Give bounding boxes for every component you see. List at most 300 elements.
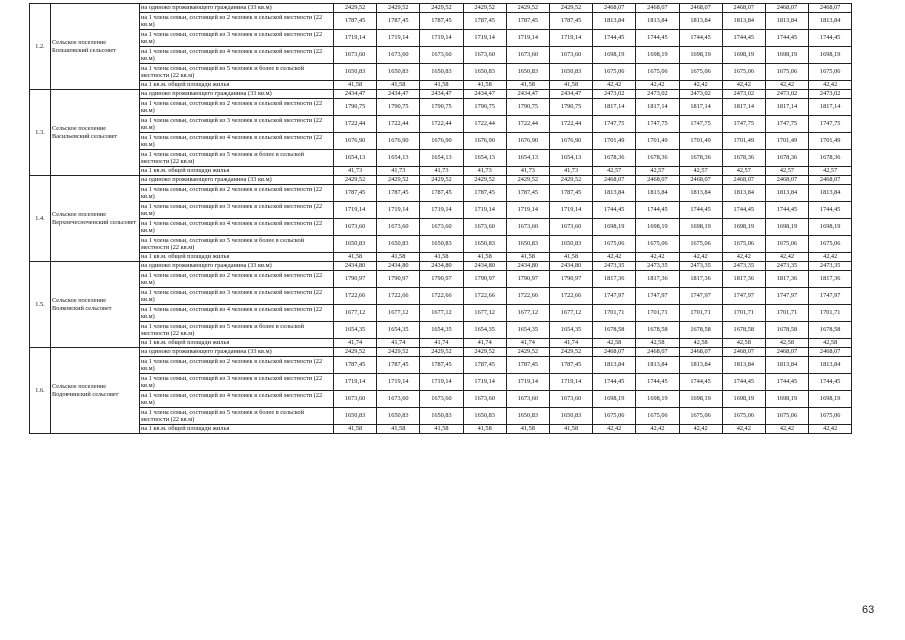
value-cell: 1654,35	[549, 322, 592, 339]
value-cell: 1673,60	[377, 47, 420, 64]
value-cell: 1790,97	[463, 271, 506, 288]
value-cell: 1790,75	[334, 99, 377, 116]
row-description: на одиноко проживающего гражданина (33 кв.м)	[140, 90, 334, 99]
value-cell: 1787,45	[549, 185, 592, 202]
value-cell: 1719,14	[506, 202, 549, 219]
value-cell: 2429,52	[549, 348, 592, 357]
value-cell: 1673,60	[334, 219, 377, 236]
value-cell: 2468,07	[679, 4, 722, 13]
table-row	[30, 185, 852, 202]
table-row	[30, 253, 852, 262]
value-cell: 1817,14	[679, 99, 722, 116]
row-description: на 1 члена семьи, состоящей из 5 человек и более в сельской местности (22 кв.м)	[140, 236, 334, 253]
value-cell: 1678,58	[593, 322, 636, 339]
value-cell: 1744,45	[765, 202, 808, 219]
value-cell: 42,58	[679, 339, 722, 348]
value-cell: 2429,52	[463, 348, 506, 357]
value-cell: 1744,45	[636, 202, 679, 219]
value-cell: 42,42	[809, 253, 852, 262]
value-cell: 1654,35	[334, 322, 377, 339]
value-cell: 42,42	[636, 425, 679, 434]
value-cell: 2468,07	[593, 4, 636, 13]
value-cell: 1747,75	[809, 116, 852, 133]
value-cell: 2473,35	[722, 262, 765, 271]
value-cell: 1813,84	[679, 357, 722, 374]
value-cell: 1722,66	[506, 288, 549, 305]
value-cell: 1744,45	[722, 202, 765, 219]
value-cell: 1744,45	[809, 374, 852, 391]
row-description: на 1 члена семьи, состоящей из 3 человек в сельской местности (22 кв.м)	[140, 30, 334, 47]
value-cell: 1676,90	[377, 133, 420, 150]
value-cell: 41,73	[377, 167, 420, 176]
value-cell: 1701,71	[636, 305, 679, 322]
value-cell: 1719,14	[549, 30, 592, 47]
value-cell: 41,58	[506, 425, 549, 434]
value-cell: 41,74	[377, 339, 420, 348]
value-cell: 2434,47	[549, 90, 592, 99]
value-cell: 42,57	[679, 167, 722, 176]
value-cell: 42,42	[722, 425, 765, 434]
value-cell: 1675,06	[765, 64, 808, 81]
value-cell: 1673,60	[420, 391, 463, 408]
value-cell: 2468,07	[765, 176, 808, 185]
table-row	[30, 99, 852, 116]
settlement-name: Сельское поселение Волковский сельсовет	[51, 262, 140, 348]
value-cell: 42,42	[679, 425, 722, 434]
value-cell: 42,42	[765, 81, 808, 90]
value-cell: 1817,36	[636, 271, 679, 288]
table-row	[30, 4, 852, 13]
table-row	[30, 90, 852, 99]
value-cell: 1790,75	[420, 99, 463, 116]
value-cell: 1813,84	[809, 185, 852, 202]
value-cell: 1678,36	[593, 150, 636, 167]
value-cell: 1675,06	[636, 236, 679, 253]
value-cell: 1650,83	[420, 64, 463, 81]
value-cell: 1677,12	[549, 305, 592, 322]
value-cell: 1719,14	[334, 30, 377, 47]
row-description: на 1 члена семьи, состоящей из 3 человек в сельской местности (22 кв.м)	[140, 202, 334, 219]
value-cell: 2468,07	[722, 4, 765, 13]
value-cell: 1744,45	[593, 202, 636, 219]
value-cell: 1719,14	[420, 374, 463, 391]
value-cell: 1747,97	[636, 288, 679, 305]
value-cell: 1817,14	[636, 99, 679, 116]
value-cell: 1719,14	[420, 30, 463, 47]
value-cell: 1650,83	[549, 236, 592, 253]
value-cell: 1698,19	[593, 391, 636, 408]
value-cell: 1747,97	[765, 288, 808, 305]
value-cell: 41,58	[334, 425, 377, 434]
value-cell: 1678,58	[636, 322, 679, 339]
value-cell: 1719,14	[463, 30, 506, 47]
value-cell: 1744,45	[636, 30, 679, 47]
value-cell: 1675,06	[679, 236, 722, 253]
value-cell: 1678,36	[722, 150, 765, 167]
value-cell: 1817,36	[679, 271, 722, 288]
value-cell: 1698,19	[679, 219, 722, 236]
value-cell: 1650,83	[334, 408, 377, 425]
value-cell: 1787,45	[420, 13, 463, 30]
value-cell: 1698,19	[593, 47, 636, 64]
value-cell: 1654,35	[506, 322, 549, 339]
value-cell: 2468,07	[593, 348, 636, 357]
value-cell: 1787,45	[463, 357, 506, 374]
value-cell: 42,42	[809, 81, 852, 90]
value-cell: 1744,45	[679, 30, 722, 47]
value-cell: 1676,90	[549, 133, 592, 150]
settlement-name: Сельское поселение Большовский сельсовет	[51, 4, 140, 90]
value-cell: 1747,75	[593, 116, 636, 133]
value-cell: 1675,06	[722, 236, 765, 253]
settlement-name: Сельское поселение Водовчинский сельсовет	[51, 348, 140, 434]
value-cell: 1673,60	[506, 47, 549, 64]
value-cell: 41,73	[549, 167, 592, 176]
value-cell: 1698,19	[593, 219, 636, 236]
value-cell: 2429,52	[334, 4, 377, 13]
value-cell: 1744,45	[593, 374, 636, 391]
value-cell: 1719,14	[506, 374, 549, 391]
value-cell: 2429,52	[506, 348, 549, 357]
row-description: на 1 члена семьи, состоящей из 5 человек и более в сельской местности (22 кв.м)	[140, 64, 334, 81]
value-cell: 42,42	[722, 253, 765, 262]
value-cell: 42,57	[593, 167, 636, 176]
table-row	[30, 391, 852, 408]
value-cell: 1787,45	[334, 13, 377, 30]
value-cell: 41,73	[463, 167, 506, 176]
value-cell: 2429,52	[334, 348, 377, 357]
value-cell: 1698,19	[636, 391, 679, 408]
value-cell: 2429,52	[334, 176, 377, 185]
value-cell: 1650,83	[377, 236, 420, 253]
value-cell: 1787,45	[334, 357, 377, 374]
value-cell: 1673,60	[463, 391, 506, 408]
value-cell: 1673,60	[334, 391, 377, 408]
value-cell: 2434,80	[377, 262, 420, 271]
value-cell: 1673,60	[420, 47, 463, 64]
value-cell: 41,58	[377, 253, 420, 262]
value-cell: 1719,14	[463, 374, 506, 391]
tariff-table-sheet	[29, 3, 851, 434]
value-cell: 1790,97	[377, 271, 420, 288]
value-cell: 2468,07	[593, 176, 636, 185]
value-cell: 41,74	[334, 339, 377, 348]
row-description: на 1 члена семьи, состоящей из 3 человек в сельской местности (22 кв.м)	[140, 288, 334, 305]
value-cell: 2473,02	[722, 90, 765, 99]
value-cell: 1654,13	[506, 150, 549, 167]
value-cell: 1650,83	[377, 408, 420, 425]
value-cell: 1719,14	[506, 30, 549, 47]
section-number: 1.2.	[30, 4, 51, 90]
value-cell: 1673,60	[463, 47, 506, 64]
table-row	[30, 30, 852, 47]
section-number: 1.5.	[30, 262, 51, 348]
value-cell: 41,74	[549, 339, 592, 348]
value-cell: 1676,90	[506, 133, 549, 150]
value-cell: 1813,84	[636, 185, 679, 202]
value-cell: 2468,07	[722, 348, 765, 357]
value-cell: 41,58	[549, 81, 592, 90]
table-row	[30, 357, 852, 374]
value-cell: 2434,80	[506, 262, 549, 271]
value-cell: 2429,52	[377, 176, 420, 185]
row-description: на 1 кв.м. общей площади жилья	[140, 339, 334, 348]
value-cell: 1813,84	[765, 185, 808, 202]
value-cell: 42,58	[722, 339, 765, 348]
value-cell: 1744,45	[722, 30, 765, 47]
value-cell: 1698,19	[679, 391, 722, 408]
value-cell: 1678,36	[636, 150, 679, 167]
value-cell: 1787,45	[377, 13, 420, 30]
value-cell: 1719,14	[334, 374, 377, 391]
value-cell: 2429,52	[506, 4, 549, 13]
value-cell: 1813,84	[679, 13, 722, 30]
value-cell: 42,57	[765, 167, 808, 176]
value-cell: 1650,83	[334, 64, 377, 81]
value-cell: 2468,07	[679, 348, 722, 357]
row-description: на одиноко проживающего гражданина (33 кв.м)	[140, 176, 334, 185]
value-cell: 1787,45	[549, 357, 592, 374]
value-cell: 41,58	[506, 253, 549, 262]
row-description: на одиноко проживающего гражданина (33 кв.м)	[140, 4, 334, 13]
value-cell: 2434,47	[506, 90, 549, 99]
value-cell: 1722,66	[334, 288, 377, 305]
table-row	[30, 219, 852, 236]
value-cell: 1722,44	[506, 116, 549, 133]
value-cell: 1719,14	[549, 374, 592, 391]
value-cell: 41,58	[506, 81, 549, 90]
row-description: на одиноко проживающего гражданина (33 кв.м)	[140, 348, 334, 357]
value-cell: 2429,52	[549, 176, 592, 185]
section-number: 1.4.	[30, 176, 51, 262]
value-cell: 2468,07	[679, 176, 722, 185]
value-cell: 1676,90	[334, 133, 377, 150]
value-cell: 2473,02	[679, 90, 722, 99]
value-cell: 1650,83	[506, 236, 549, 253]
value-cell: 41,74	[506, 339, 549, 348]
value-cell: 1654,13	[334, 150, 377, 167]
value-cell: 1701,49	[765, 133, 808, 150]
value-cell: 1787,45	[420, 185, 463, 202]
table-row	[30, 64, 852, 81]
value-cell: 1676,90	[463, 133, 506, 150]
value-cell: 1675,06	[809, 408, 852, 425]
settlement-name: Сельское поселение Васильевский сельсовет	[51, 90, 140, 176]
value-cell: 41,58	[463, 81, 506, 90]
value-cell: 2468,07	[809, 4, 852, 13]
value-cell: 2429,52	[463, 4, 506, 13]
value-cell: 2434,47	[334, 90, 377, 99]
value-cell: 1650,83	[549, 408, 592, 425]
row-description: на 1 кв.м. общей площади жилья	[140, 81, 334, 90]
value-cell: 2434,80	[334, 262, 377, 271]
value-cell: 1722,44	[463, 116, 506, 133]
value-cell: 41,58	[420, 253, 463, 262]
value-cell: 1701,71	[593, 305, 636, 322]
row-description: на 1 члена семьи, состоящей из 3 человек в сельской местности (22 кв.м)	[140, 116, 334, 133]
row-description: на 1 члена семьи, состоящей из 4 человек в сельской местности (22 кв.м)	[140, 391, 334, 408]
value-cell: 1678,36	[679, 150, 722, 167]
value-cell: 1817,14	[765, 99, 808, 116]
value-cell: 1673,60	[506, 219, 549, 236]
value-cell: 1817,36	[593, 271, 636, 288]
value-cell: 1722,44	[549, 116, 592, 133]
value-cell: 1701,49	[809, 133, 852, 150]
value-cell: 1701,49	[722, 133, 765, 150]
value-cell: 1747,97	[722, 288, 765, 305]
value-cell: 1744,45	[809, 30, 852, 47]
value-cell: 1701,49	[679, 133, 722, 150]
value-cell: 2429,52	[377, 4, 420, 13]
row-description: на 1 члена семьи, состоящей из 2 человек в сельской местности (22 кв.м)	[140, 13, 334, 30]
value-cell: 1787,45	[463, 185, 506, 202]
value-cell: 42,58	[809, 339, 852, 348]
value-cell: 1790,97	[420, 271, 463, 288]
table-row	[30, 236, 852, 253]
value-cell: 1654,13	[463, 150, 506, 167]
value-cell: 1722,44	[420, 116, 463, 133]
value-cell: 42,42	[765, 253, 808, 262]
value-cell: 1813,84	[636, 357, 679, 374]
value-cell: 1813,84	[636, 13, 679, 30]
row-description: на 1 кв.м. общей площади жилья	[140, 167, 334, 176]
value-cell: 1650,83	[463, 236, 506, 253]
row-description: на 1 члена семьи, состоящей из 4 человек в сельской местности (22 кв.м)	[140, 219, 334, 236]
row-description: на 1 члена семьи, состоящей из 4 человек в сельской местности (22 кв.м)	[140, 305, 334, 322]
value-cell: 2468,07	[809, 176, 852, 185]
value-cell: 1673,60	[377, 391, 420, 408]
value-cell: 1701,71	[679, 305, 722, 322]
value-cell: 1673,60	[334, 47, 377, 64]
value-cell: 1673,60	[506, 391, 549, 408]
value-cell: 1719,14	[549, 202, 592, 219]
value-cell: 42,42	[593, 253, 636, 262]
value-cell: 41,58	[463, 253, 506, 262]
row-description: на 1 члена семьи, состоящей из 2 человек в сельской местности (22 кв.м)	[140, 99, 334, 116]
row-description: на 1 члена семьи, состоящей из 4 человек в сельской местности (22 кв.м)	[140, 133, 334, 150]
value-cell: 41,58	[549, 425, 592, 434]
value-cell: 2473,35	[593, 262, 636, 271]
value-cell: 1722,66	[377, 288, 420, 305]
value-cell: 41,73	[334, 167, 377, 176]
value-cell: 41,58	[463, 425, 506, 434]
value-cell: 1747,97	[679, 288, 722, 305]
value-cell: 1678,58	[765, 322, 808, 339]
housing-cost-table	[29, 3, 852, 434]
value-cell: 42,42	[636, 253, 679, 262]
value-cell: 2468,07	[765, 348, 808, 357]
value-cell: 2429,52	[549, 4, 592, 13]
value-cell: 1813,84	[722, 357, 765, 374]
value-cell: 1813,84	[593, 357, 636, 374]
value-cell: 2429,52	[463, 176, 506, 185]
value-cell: 1673,60	[463, 219, 506, 236]
table-row	[30, 425, 852, 434]
value-cell: 42,42	[636, 81, 679, 90]
value-cell: 1790,97	[549, 271, 592, 288]
table-row	[30, 348, 852, 357]
table-row	[30, 262, 852, 271]
value-cell: 1677,12	[377, 305, 420, 322]
value-cell: 1698,19	[722, 219, 765, 236]
value-cell: 1675,06	[722, 64, 765, 81]
value-cell: 1701,49	[636, 133, 679, 150]
value-cell: 1673,60	[549, 47, 592, 64]
value-cell: 1675,06	[765, 408, 808, 425]
value-cell: 1744,45	[636, 374, 679, 391]
value-cell: 1719,14	[377, 374, 420, 391]
table-row	[30, 374, 852, 391]
value-cell: 2429,52	[420, 176, 463, 185]
value-cell: 1744,45	[722, 374, 765, 391]
value-cell: 1676,90	[420, 133, 463, 150]
settlement-name: Сельское поселение Верхнечесноченский сельсовет	[51, 176, 140, 262]
value-cell: 2468,07	[809, 348, 852, 357]
value-cell: 2473,02	[593, 90, 636, 99]
page-number: 63	[862, 604, 875, 616]
value-cell: 42,58	[765, 339, 808, 348]
value-cell: 2429,52	[420, 348, 463, 357]
value-cell: 1817,14	[809, 99, 852, 116]
value-cell: 1787,45	[377, 357, 420, 374]
value-cell: 1719,14	[463, 202, 506, 219]
value-cell: 1813,84	[765, 357, 808, 374]
value-cell: 1650,83	[420, 236, 463, 253]
value-cell: 1744,45	[809, 202, 852, 219]
value-cell: 1650,83	[463, 64, 506, 81]
value-cell: 1698,19	[765, 219, 808, 236]
value-cell: 1650,83	[463, 408, 506, 425]
value-cell: 1677,12	[463, 305, 506, 322]
value-cell: 1654,13	[549, 150, 592, 167]
value-cell: 1817,36	[765, 271, 808, 288]
value-cell: 1675,06	[679, 408, 722, 425]
value-cell: 1719,14	[377, 30, 420, 47]
value-cell: 1787,45	[463, 13, 506, 30]
value-cell: 1675,06	[809, 64, 852, 81]
value-cell: 1787,45	[420, 357, 463, 374]
value-cell: 1817,14	[722, 99, 765, 116]
value-cell: 42,57	[809, 167, 852, 176]
value-cell: 1790,75	[377, 99, 420, 116]
value-cell: 1790,97	[334, 271, 377, 288]
value-cell: 1675,06	[636, 408, 679, 425]
value-cell: 1650,83	[549, 64, 592, 81]
value-cell: 1654,35	[420, 322, 463, 339]
value-cell: 1813,84	[809, 357, 852, 374]
table-body	[30, 4, 852, 434]
value-cell: 1813,84	[722, 185, 765, 202]
value-cell: 1817,14	[593, 99, 636, 116]
value-cell: 2473,35	[679, 262, 722, 271]
value-cell: 1747,75	[765, 116, 808, 133]
value-cell: 1722,44	[334, 116, 377, 133]
value-cell: 2468,07	[636, 176, 679, 185]
value-cell: 1813,84	[765, 13, 808, 30]
value-cell: 1744,45	[679, 202, 722, 219]
table-row	[30, 176, 852, 185]
row-description: на одиноко проживающего гражданина (33 кв.м)	[140, 262, 334, 271]
value-cell: 42,42	[593, 425, 636, 434]
value-cell: 1817,36	[809, 271, 852, 288]
row-description: на 1 кв.м. общей площади жилья	[140, 253, 334, 262]
table-row	[30, 271, 852, 288]
value-cell: 1813,84	[593, 185, 636, 202]
table-row	[30, 116, 852, 133]
value-cell: 1744,45	[765, 30, 808, 47]
value-cell: 1817,36	[722, 271, 765, 288]
value-cell: 2434,47	[377, 90, 420, 99]
